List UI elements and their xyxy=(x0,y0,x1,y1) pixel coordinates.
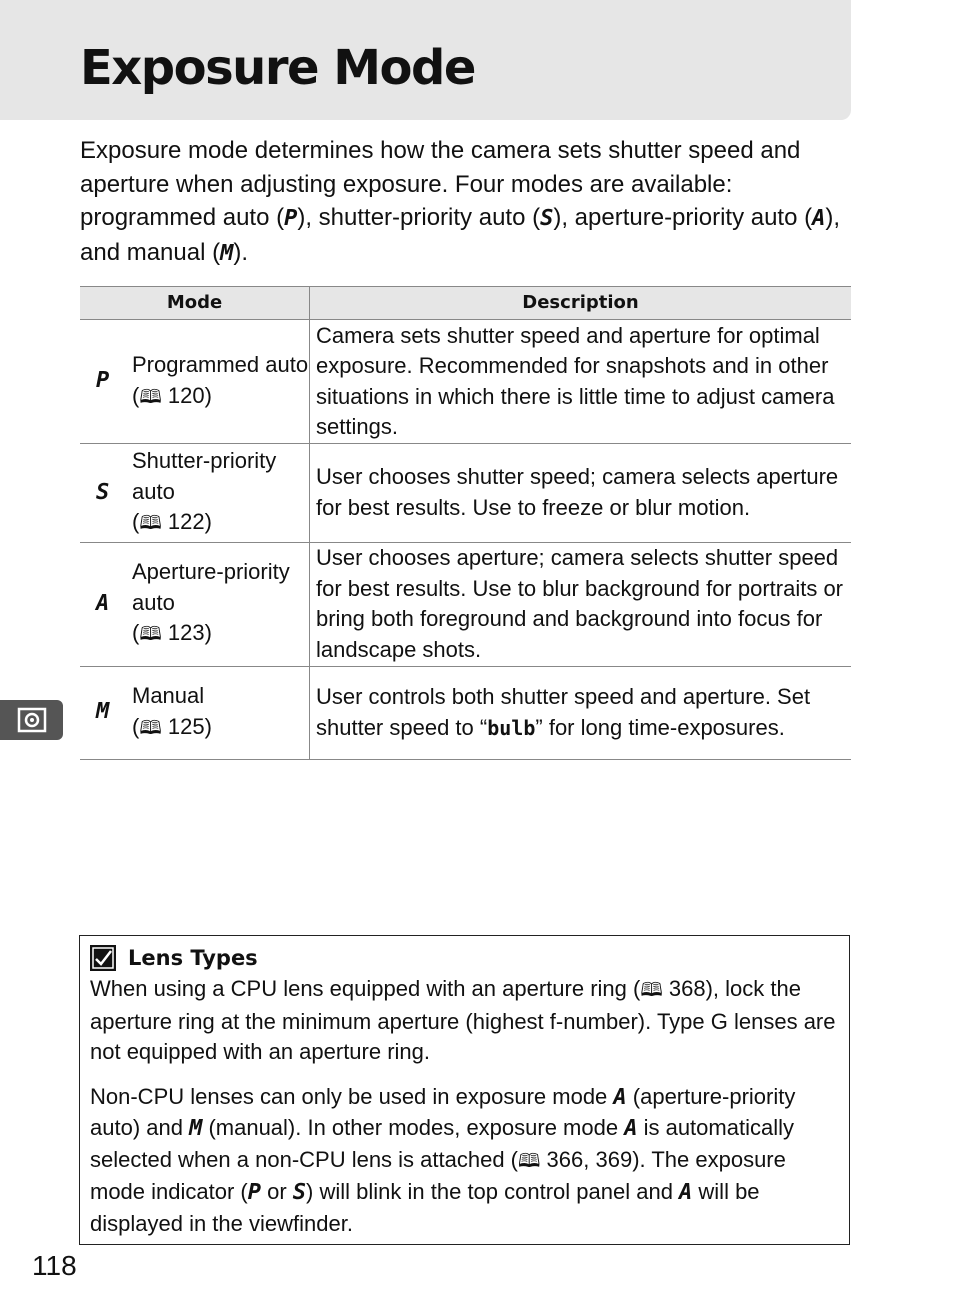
table-row xyxy=(80,666,851,759)
ref-paren: ( xyxy=(132,713,140,739)
mode-symbol: M xyxy=(96,699,110,725)
book-reference-icon: 🕮 xyxy=(518,1150,541,1172)
mode-name xyxy=(132,348,309,415)
ref-paren: ) xyxy=(204,713,212,739)
note-text: will be displayed in the viewfinder. xyxy=(90,1179,760,1236)
note-text: ), lock the aperture ring at the minimum aperture (highest f-number). Type G lenses are not equipped with an aperture ring. xyxy=(90,976,836,1064)
ref-paren: ( xyxy=(132,620,140,646)
description-cell: User chooses shutter speed; camera selects aperture for best results. Use to freeze or blur motion. xyxy=(310,444,852,543)
page-reference[interactable]: 125 xyxy=(167,713,205,739)
ref-paren: ( xyxy=(132,509,140,534)
mode-m-symbol: M xyxy=(189,1116,203,1141)
intro-text: ). xyxy=(233,238,249,266)
note-text: (aperture-priority auto) and xyxy=(90,1083,796,1140)
note-text: or xyxy=(261,1179,293,1204)
table-row xyxy=(80,444,851,543)
mode-a-symbol: A xyxy=(679,1180,693,1205)
lens-types-note xyxy=(79,935,850,1245)
book-reference-icon: 🕮 xyxy=(139,624,162,646)
note-text: (manual). In other modes, exposure mode xyxy=(202,1115,625,1140)
intro-paragraph xyxy=(80,134,870,270)
description-cell: User chooses aperture; camera selects shutter speed for best results. Use to blur background for portraits or bring both foreground and background into focus for landscape shots. xyxy=(310,542,852,666)
table-row xyxy=(80,320,851,444)
note-text: is automatically selected when a non-CPU lens is attached ( xyxy=(90,1115,794,1172)
book-reference-icon: 🕮 xyxy=(139,717,162,739)
note-paragraph xyxy=(90,1082,839,1240)
note-text: When using a CPU lens equipped with an aperture ring ( xyxy=(90,976,641,1001)
book-reference-icon: 🕮 xyxy=(139,513,162,534)
description-text: ” for long time-exposures. xyxy=(535,714,785,740)
mode-s-symbol: S xyxy=(540,206,554,231)
note-text: ) will blink in the top control panel and xyxy=(306,1179,680,1204)
mode-a-symbol: A xyxy=(613,1084,627,1110)
note-text: Non-CPU lenses can only be used in exposure mode xyxy=(90,1083,614,1109)
page-title: Exposure Mode xyxy=(80,40,475,96)
mode-cell xyxy=(80,666,310,759)
page-reference[interactable]: 123 xyxy=(167,620,205,646)
mode-m-symbol: M xyxy=(220,240,234,266)
mode-a-symbol: A xyxy=(624,1116,638,1141)
page-number: 118 xyxy=(32,1250,77,1281)
mode-label: Programmed auto xyxy=(132,352,309,377)
exposure-mode-table xyxy=(80,286,851,760)
book-reference-icon: 🕮 xyxy=(139,386,162,408)
page-reference[interactable]: 120 xyxy=(167,382,205,408)
mode-s-symbol: S xyxy=(292,1180,307,1205)
page-reference[interactable]: 368 xyxy=(668,976,706,1001)
mode-label: Shutter-priority auto xyxy=(132,448,277,504)
mode-name xyxy=(132,555,309,653)
mode-symbol: A xyxy=(96,590,110,616)
exposure-meter-icon xyxy=(17,707,47,733)
mode-name xyxy=(132,679,309,746)
checkmark-note-icon xyxy=(90,945,116,971)
book-reference-icon: 🕮 xyxy=(640,980,663,1001)
note-text: ). The exposure mode indicator ( xyxy=(90,1146,786,1204)
mode-symbol: P xyxy=(96,368,110,394)
intro-text: ), shutter-priority auto ( xyxy=(297,204,541,231)
table-row xyxy=(80,542,851,666)
mode-label: Manual xyxy=(132,683,205,708)
mode-a-symbol: A xyxy=(812,206,826,231)
mode-cell xyxy=(80,444,310,543)
description-cell: Camera sets shutter speed and aperture for optimal exposure. Recommended for snapshots and in other situations in which there is little time to adjust camera settings. xyxy=(310,320,852,444)
note-title: Lens Types xyxy=(128,945,258,970)
header-description: Description xyxy=(310,287,852,320)
intro-text: Exposure mode determines how the camera sets shutter speed and aperture when adjusting exposure. Four modes are available: programmed auto ( xyxy=(80,137,801,231)
note-header xyxy=(90,942,839,974)
ref-paren: ( xyxy=(132,382,140,408)
mode-name xyxy=(132,444,309,542)
ref-paren: ) xyxy=(204,620,212,646)
bulb-display-text: bulb xyxy=(487,715,536,740)
ref-paren: ) xyxy=(204,382,212,408)
intro-text: ), aperture-priority auto ( xyxy=(553,204,813,231)
section-tab-exposure[interactable] xyxy=(0,700,63,740)
mode-label: Aperture-priority auto xyxy=(132,559,290,615)
description-cell xyxy=(310,666,852,759)
mode-cell xyxy=(80,542,310,666)
mode-p-symbol: P xyxy=(247,1180,261,1205)
intro-text: ), and manual ( xyxy=(80,204,841,266)
header-mode: Mode xyxy=(80,287,310,320)
note-paragraph xyxy=(90,974,839,1068)
page-reference[interactable]: 122 xyxy=(167,509,205,534)
page-reference[interactable]: 366, 369 xyxy=(546,1146,633,1172)
mode-p-symbol: P xyxy=(284,206,298,231)
ref-paren: ) xyxy=(204,509,212,534)
table-header-row xyxy=(80,287,851,320)
mode-symbol: S xyxy=(96,479,110,505)
description-text: User controls both shutter speed and aperture. Set shutter speed to “ xyxy=(316,684,811,740)
mode-cell xyxy=(80,320,310,444)
